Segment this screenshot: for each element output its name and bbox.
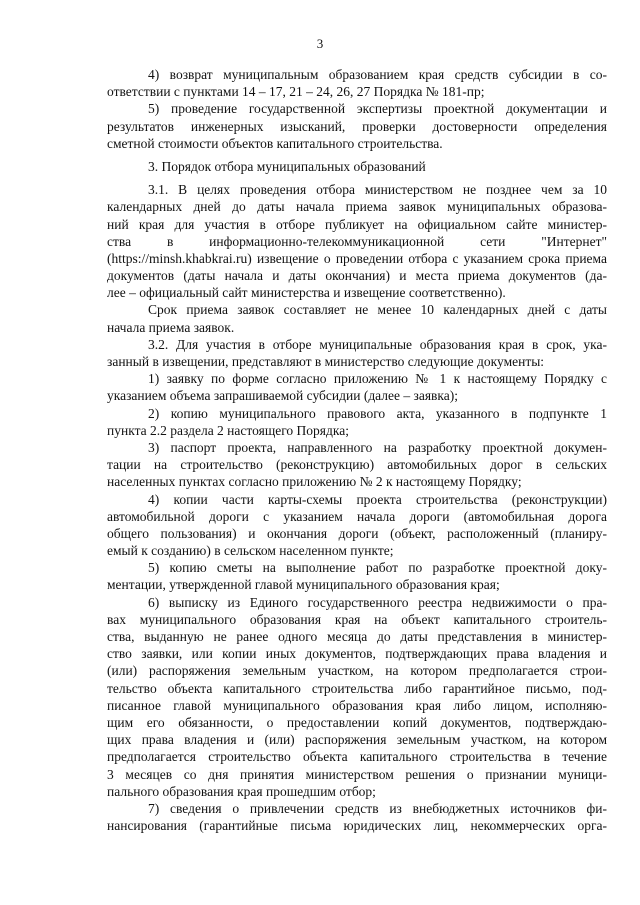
text-line: писанное главой муниципального образования края либо лицом, исполняю- (107, 697, 607, 713)
text-line: Срок приема заявок составляет не менее 10 календарных дней с даты (148, 302, 607, 318)
paragraph-doc-6-registry (107, 594, 607, 800)
paragraph-clause-3-2 (107, 336, 607, 370)
text-line: 3.2. Для участия в отборе муниципальные образования края в срок, ука- (148, 336, 607, 352)
paragraph-clause-3-1-term (107, 301, 607, 335)
text-line: указанием объема запрашиваемой субсидии (далее – заявка); (107, 388, 459, 404)
text-line: 5) проведение государственной экспертизы проектной документации и (148, 101, 607, 117)
text-line: (или) распоряжения земельным участком, на котором предполагается строи- (107, 663, 607, 679)
document-body (107, 66, 607, 834)
text-line: (https://minsh.khabkrai.ru) извещение о проведении отбора с указанием срока приема (107, 250, 607, 266)
text-line: вах муниципального образования края на объект капитального строитель- (107, 611, 607, 627)
text-line: ментации, утвержденной главой муниципального образования края; (107, 577, 500, 593)
text-line: ний края для участия в отборе публикует на официальном сайте министер- (107, 216, 607, 232)
text-line: 4) копии части карты-схемы проекта строительства (реконструкции) (148, 491, 607, 507)
text-line: пального образования края прошедшим отбор; (107, 783, 376, 799)
text-line: 3 месяцев со дня принятия министерством решения о признании муници- (107, 766, 607, 782)
text-line: щим его обязанности, о предоставлении копий документов, подтверждаю- (107, 714, 607, 730)
text-line: населенных пунктах согласно приложению № 2 к настоящему Порядку; (107, 474, 522, 490)
page-number: 3 (316, 36, 324, 51)
text-line: ства в информационно-телекоммуникационной сети "Интернет" (107, 233, 607, 249)
paragraph-doc-2-legal-act (107, 405, 607, 439)
text-line: начала приема заявок. (107, 319, 235, 335)
paragraph-doc-5-estimate (107, 559, 607, 593)
text-line: 5) копию сметы на выполнение работ по разработке проектной доку- (148, 560, 607, 576)
text-line: лее – официальный сайт министерства и извещение соответственно). (107, 285, 506, 301)
text-line: емый к созданию) в сельском населенном пункте; (107, 543, 394, 559)
text-line: результатов инженерных изысканий, проверки достоверности определения (107, 118, 607, 134)
text-line: календарных дней до даты начала приема заявок муниципальных образова- (107, 199, 607, 215)
paragraph-doc-7-funding (107, 800, 607, 834)
paragraph-clause-3-1 (107, 181, 607, 301)
text-line: ответствии с пунктами 14 – 17, 21 – 24, 26, 27 Порядка № 181-пр; (107, 84, 485, 100)
paragraph-doc-1-application (107, 370, 607, 404)
text-line: ства, выданную не ранее одного месяца до даты представления в министер- (107, 629, 607, 644)
paragraph-section-3-heading (107, 158, 607, 175)
paragraph-doc-4-map (107, 491, 607, 560)
text-line: 4) возврат муниципальным образованием края средств субсидии в со- (148, 67, 607, 82)
text-line: ство заявки, или копии иных документов, подтверждающих права владения и (107, 646, 607, 662)
text-line: 7) сведения о привлечении средств из внебюджетных источников фи- (148, 800, 607, 816)
text-line: пункта 2.2 раздела 2 настоящего Порядка; (107, 422, 349, 438)
text-line: документов (даты начала и даты окончания) и места приема документов (да- (107, 268, 607, 284)
section-heading: 3. Порядок отбора муниципальных образований (148, 158, 426, 174)
paragraph-doc-3-passport (107, 439, 607, 491)
paragraph-item-5-expertise (107, 100, 607, 152)
text-line: щих права владения и (или) распоряжения земельным участком, на котором (107, 732, 607, 748)
text-line: 2) копию муниципального правового акта, указанного в подпункте 1 (148, 405, 607, 421)
paragraph-item-4-refund (107, 66, 607, 100)
text-line: 3.1. В целях проведения отбора министерством не позднее чем за 10 (148, 182, 607, 198)
text-line: 1) заявку по форме согласно приложению № 1 к настоящему Порядку с (148, 371, 607, 387)
text-line: общего пользования) и окончания дороги (объект, расположенный (планиру- (107, 525, 607, 541)
text-line: тельство объекта капитального строительства либо гарантийное письмо, под- (107, 680, 607, 696)
text-line: нансирования (гарантийные письма юридических лиц, некоммерческих орга- (107, 818, 607, 834)
text-line: 3) паспорт проекта, направленного на разработку проектной докумен- (148, 439, 607, 455)
text-line: 6) выписку из Единого государственного реестра недвижимости о пра- (148, 594, 607, 610)
text-line: тации на строительство (реконструкцию) автомобильных дорог в сельских (107, 457, 607, 473)
text-line: занный в извещении, представляют в министерство следующие документы: (107, 354, 545, 369)
text-line: предполагается строительство объекта капитального строительства в течение (107, 749, 607, 765)
text-line: автомобильной дороги с указанием начала дороги (автомобильная дорога (107, 508, 607, 524)
text-line: сметной стоимости объектов капитального строительства. (107, 135, 443, 151)
